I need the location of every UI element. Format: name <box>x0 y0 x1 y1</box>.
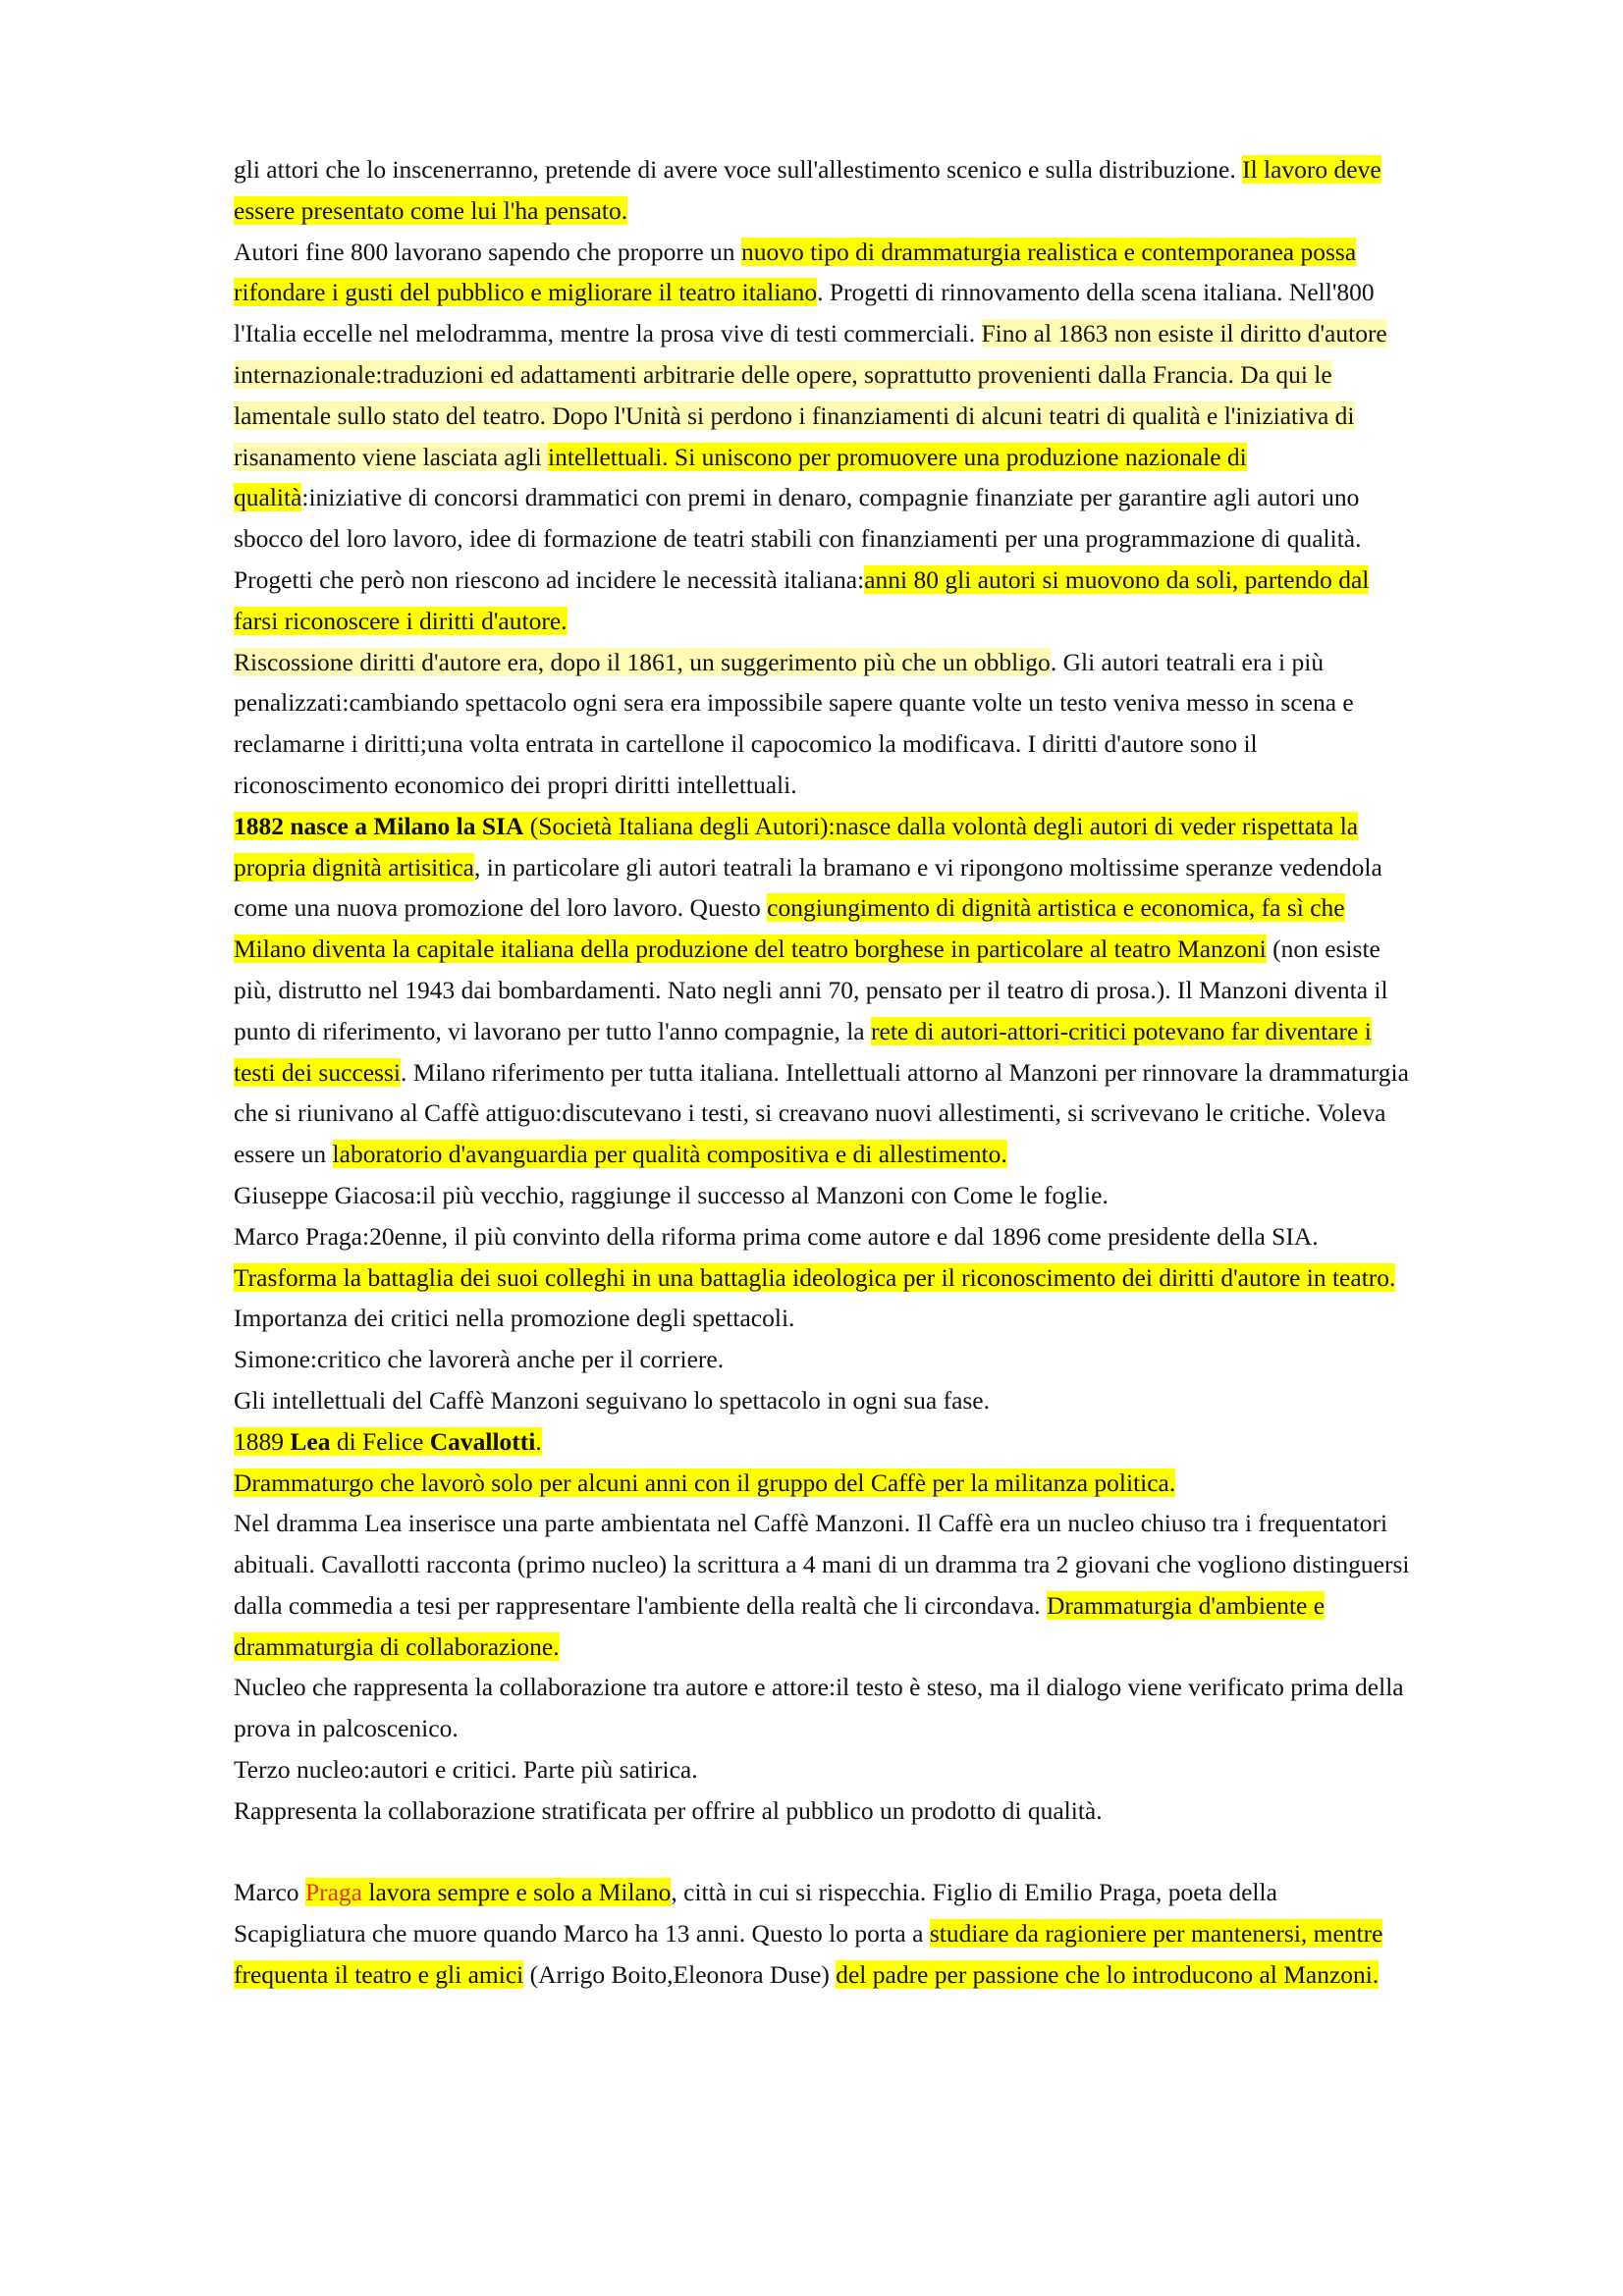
highlighted-text: . <box>535 1426 542 1456</box>
text-run: Nel dramma Lea inserisce una parte ambientata nel Caffè Manzoni. Il Caffè era un nucleo chiuso tra i frequentatori abituali. Cavallotti racconta (primo nucleo) la scrittura a 4 mani di un dramma tra 2 giovani che vogliono distinguersi dalla commedia a tesi per rappresentare l'ambiente della realtà che li circondava. <box>234 1509 1410 1620</box>
text-run: Gli intellettuali del Caffè Manzoni seguivano lo spettacolo in ogni sua fase. <box>234 1385 991 1415</box>
paragraph <box>234 1790 1412 1832</box>
blank-line <box>234 1832 1412 1873</box>
text-run: . Gli autori teatrali era i più penalizzati:cambiando spettacolo ogni sera era impossibile sapere quante volte un testo veniva messo in scena e reclamarne i diritti;una volta entrata in cartellone il capocomico la modificava. I diritti d'autore sono il riconoscimento economico dei propri diritti intellettuali. <box>234 647 1354 799</box>
text-run: Simone:critico che lavorerà anche per il corriere. <box>234 1345 725 1374</box>
paragraph <box>234 1749 1412 1790</box>
highlighted-text: Riscossione diritti d'autore era, dopo il 1861, un suggerimento più che un obbligo <box>234 647 1051 676</box>
text-run: Terzo nucleo:autori e critici. Parte più satirica. <box>234 1755 698 1785</box>
paragraph <box>234 1339 1412 1380</box>
highlighted-text: di Felice <box>330 1426 430 1456</box>
highlighted-text: rete di autori-attori-critici potevano far diventare i testi dei successi <box>234 1016 1372 1087</box>
highlighted-text: Trasforma la battaglia dei suoi colleghi in una battaglia ideologica per il riconoscimento dei diritti d'autore in teatro. <box>234 1262 1396 1292</box>
text-run: . Progetti di rinnovamento della scena italiana. Nell'800 l'Italia eccelle nel melodramma, mentre la prosa vive di testi commerciali. <box>234 278 1375 348</box>
highlighted-text: Lea <box>290 1426 331 1456</box>
text-run: , in particolare gli autori teatrali la bramano e vi ripongono moltissime speranze vedendola come una nuova promozione del loro lavoro. Questo <box>234 852 1382 923</box>
text-run: Importanza dei critici nella promozione degli spettacoli. <box>234 1304 795 1333</box>
paragraph <box>234 1503 1412 1667</box>
text-run: gli attori che lo inscenerranno, pretende di avere voce sull'allestimento scenico e sulla distribuzione. <box>234 155 1243 184</box>
text-run: Marco <box>234 1878 305 1907</box>
highlighted-text: studiare da ragioniere per mantenersi, mentre frequenta il teatro e gli amici <box>234 1919 1383 1990</box>
highlighted-text: intellettuali. Si uniscono per promuovere una produzione nazionale di qualità <box>234 442 1247 512</box>
highlighted-text: 1882 nasce a Milano la SIA <box>234 811 524 840</box>
paragraph <box>234 1667 1412 1749</box>
text-run: (Arrigo Boito,Eleonora Duse) <box>523 1960 837 1990</box>
highlighted-text: Cavallotti <box>429 1426 536 1456</box>
text-run: Rappresenta la collaborazione stratificata per offrire al pubblico un prodotto di qualità. <box>234 1795 1103 1825</box>
highlighted-text: Fino al 1863 non esiste il diritto d'autore internazionale:traduzioni ed adattamenti arbitrarie delle opere, soprattutto provenienti dalla Francia. Da qui le lamentale sullo stato del teatro. Dopo l'Unità si perdono i finanziamenti di alcuni teatri di qualità e l'iniziativa di risanamento viene lasciata agli <box>234 319 1387 471</box>
paragraph <box>234 1872 1412 1995</box>
paragraph <box>234 642 1412 806</box>
paragraph <box>234 1421 1412 1463</box>
text-run: Autori fine 800 lavorano sapendo che proporre un <box>234 237 741 266</box>
highlighted-text: (Società Italiana degli Autori):nasce dalla volontà degli autori di veder rispettata la propria dignità artisitica <box>234 811 1359 881</box>
text-run: , città in cui si rispecchia. Figlio di Emilio Praga, poeta della Scapigliatura che muore quando Marco ha 13 anni. Questo lo porta a <box>234 1878 1277 1949</box>
paragraph <box>234 1463 1412 1504</box>
text-run: (non esiste più, distrutto nel 1943 dai bombardamenti. Nato negli anni 70, pensato per il teatro di prosa.). Il Manzoni diventa il punto di riferimento, vi lavorano per tutto l'anno compagnie, la <box>234 934 1388 1045</box>
paragraph <box>234 1175 1412 1216</box>
highlighted-text: del padre per passione che lo introducono al Manzoni. <box>836 1960 1380 1990</box>
highlighted-text: Praga <box>304 1878 362 1907</box>
highlighted-text: 1889 <box>234 1426 291 1456</box>
highlighted-text: Drammaturgo che lavorò solo per alcuni anni con il gruppo del Caffè per la militanza politica. <box>234 1468 1176 1497</box>
text-run: Nucleo che rappresenta la collaborazione tra autore e attore:il testo è steso, ma il dialogo viene verificato prima della prova in palcoscenico. <box>234 1673 1404 1743</box>
highlighted-text: Il lavoro deve essere presentato come lui l'ha pensato. <box>234 155 1381 225</box>
highlighted-text: Drammaturgia d'ambiente e drammaturgia di collaborazione. <box>234 1590 1325 1661</box>
paragraph <box>234 806 1412 1175</box>
paragraph <box>234 1298 1412 1339</box>
text-run: . Milano riferimento per tutta italiana. Intellettuali attorno al Manzoni per rinnovare la drammaturgia che si riunivano al Caffè attiguo:discutevano i testi, si creavano nuovi allestimenti, si scrivevano le critiche. Voleva essere un <box>234 1057 1409 1169</box>
highlighted-text: congiungimento di dignità artistica e economica, fa sì che Milano diventa la capitale italiana della produzione del teatro borghese in particolare al teatro Manzoni <box>234 893 1345 964</box>
highlighted-text: laboratorio d'avanguardia per qualità compositiva e di allestimento. <box>332 1140 1007 1169</box>
document-body <box>234 149 1412 1996</box>
highlighted-text: lavora sempre e solo a Milano <box>362 1878 672 1907</box>
paragraph <box>234 1216 1412 1299</box>
paragraph <box>234 1380 1412 1421</box>
text-run: Giuseppe Giacosa:il più vecchio, raggiunge il successo al Manzoni con Come le foglie. <box>234 1180 1109 1209</box>
paragraph <box>234 232 1412 642</box>
text-run: Marco Praga:20enne, il più convinto della riforma prima come autore e dal 1896 come presidente della SIA. <box>234 1221 1319 1251</box>
text-run: :iniziative di concorsi drammatici con premi in denaro, compagnie finanziate per garantire agli autori uno sbocco del loro lavoro, idee di formazione de teatri stabili con finanziamenti per una programmazione di qualità. Progetti che però non riescono ad incidere le necessità italiana: <box>234 483 1362 594</box>
highlighted-text: nuovo tipo di drammaturgia realistica e contemporanea possa rifondare i gusti del pubblico e migliorare il teatro italiano <box>234 237 1357 307</box>
highlighted-text: anni 80 gli autori si muovono da soli, partendo dal farsi riconoscere i diritti d'autore. <box>234 564 1370 635</box>
paragraph <box>234 149 1412 232</box>
